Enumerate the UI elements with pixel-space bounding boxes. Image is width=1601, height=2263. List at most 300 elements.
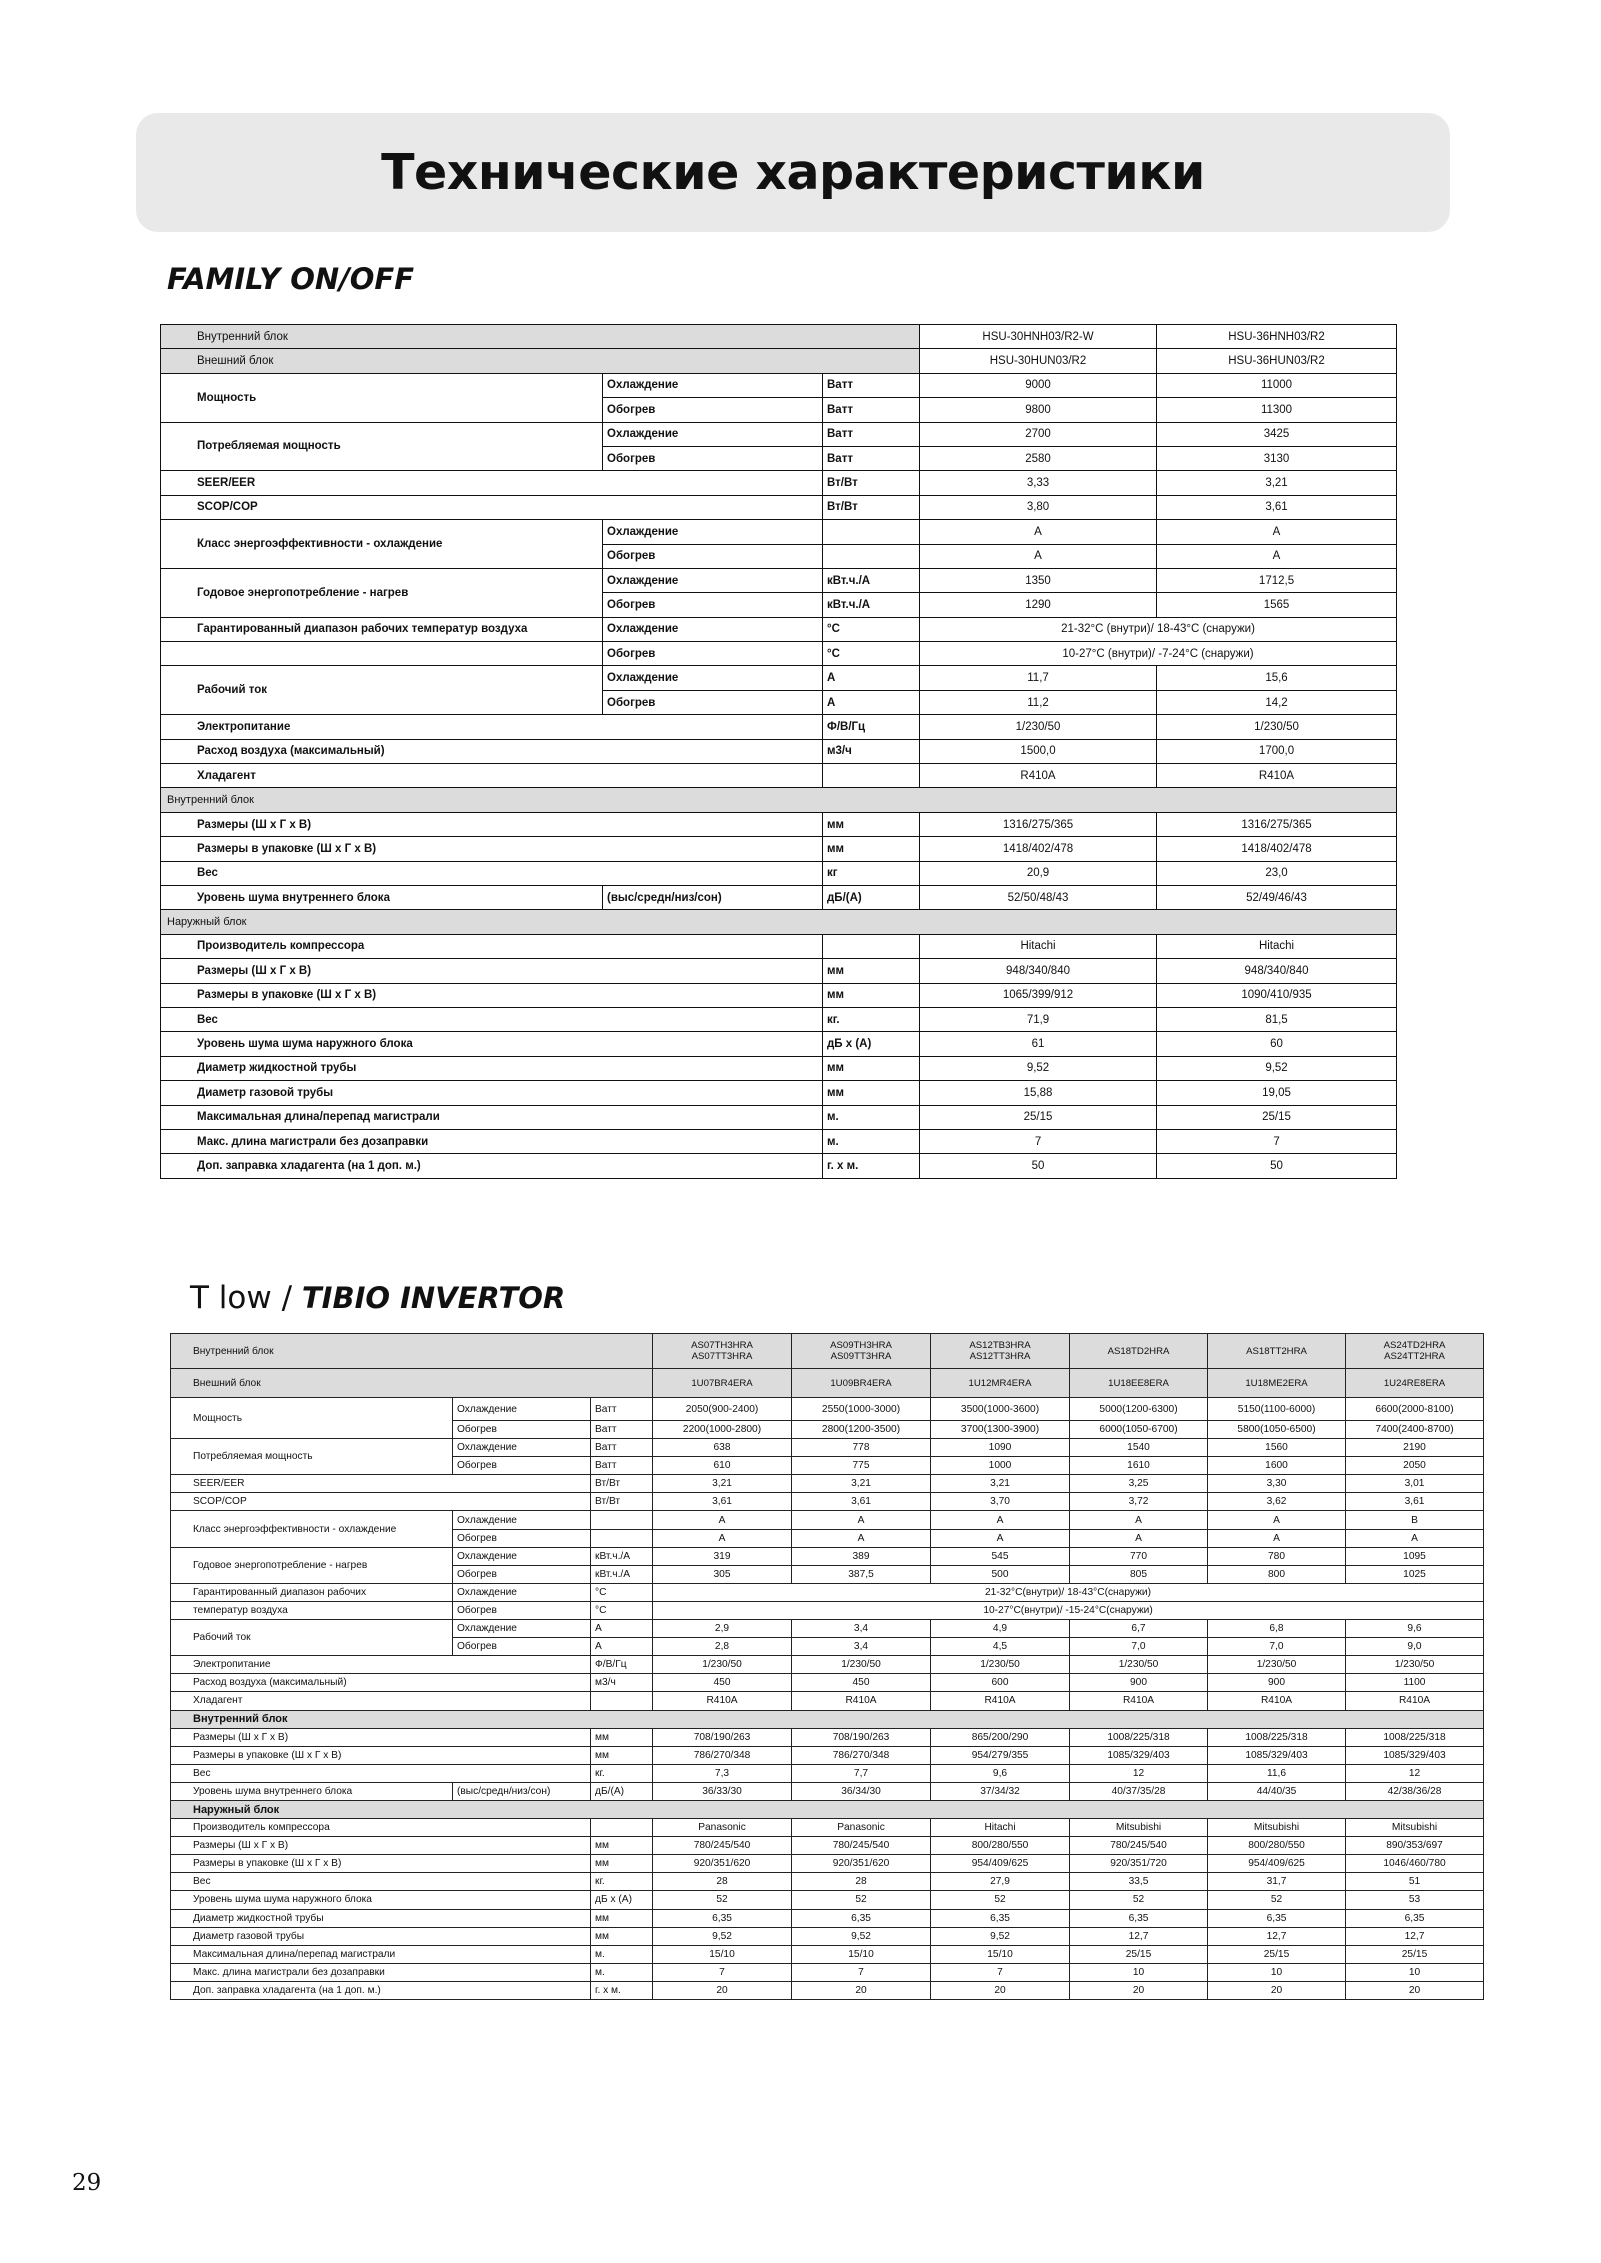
table-cell: 2700 xyxy=(920,422,1157,446)
table-row xyxy=(171,1475,1484,1493)
table-cell: 9,52 xyxy=(920,1056,1157,1080)
table-cell: Внешний блок xyxy=(171,1369,653,1398)
table-cell: 4,9 xyxy=(931,1620,1070,1638)
table-cell: 25/15 xyxy=(1208,1945,1346,1963)
table-cell: 319 xyxy=(653,1547,792,1565)
table-cell: 1U09BR4ERA xyxy=(792,1369,931,1398)
table-cell: 545 xyxy=(931,1547,1070,1565)
table-cell: Обогрев xyxy=(453,1457,591,1475)
table-cell: Размеры в упаковке (Ш x Г x В) xyxy=(161,983,823,1007)
table-cell: Макс. длина магистрали без дозаправки xyxy=(171,1963,591,1981)
table-cell: HSU-30HUN03/R2 xyxy=(920,349,1157,373)
table-cell: 1085/329/403 xyxy=(1346,1746,1484,1764)
table-cell: дБ x (А) xyxy=(591,1891,653,1909)
table-cell: 3,62 xyxy=(1208,1493,1346,1511)
table-cell: 1350 xyxy=(920,568,1157,592)
table-cell xyxy=(823,544,920,568)
table-cell: 11,7 xyxy=(920,666,1157,690)
table-cell: Размеры в упаковке (Ш x Г x В) xyxy=(171,1855,591,1873)
table-cell: 450 xyxy=(653,1674,792,1692)
table-cell: 920/351/620 xyxy=(653,1855,792,1873)
table-cell xyxy=(591,1511,653,1529)
table-cell: Ватт xyxy=(823,422,920,446)
table-cell: Hitachi xyxy=(920,934,1157,958)
table-cell: Охлаждение xyxy=(453,1583,591,1601)
table-cell: м. xyxy=(591,1963,653,1981)
table-cell: 9,52 xyxy=(792,1927,931,1945)
table-cell: 708/190/263 xyxy=(653,1728,792,1746)
page-title: Технические характеристики xyxy=(381,144,1205,201)
table-cell: Вес xyxy=(161,1007,823,1031)
table-cell: 3,61 xyxy=(1346,1493,1484,1511)
table-cell: Мощность xyxy=(161,373,603,422)
table-cell: Обогрев xyxy=(603,690,823,714)
table-cell: 9,0 xyxy=(1346,1638,1484,1656)
table-cell: 1600 xyxy=(1208,1457,1346,1475)
table-cell: Обогрев xyxy=(603,544,823,568)
table-cell: Производитель компрессора xyxy=(171,1819,591,1837)
table-cell: A xyxy=(653,1511,792,1529)
table-cell: кг. xyxy=(591,1873,653,1891)
table-cell: 1U07BR4ERA xyxy=(653,1369,792,1398)
table-cell: A xyxy=(920,544,1157,568)
table-row xyxy=(161,739,1397,763)
table-cell: 27,9 xyxy=(931,1873,1070,1891)
table-row xyxy=(161,471,1397,495)
table-cell xyxy=(823,934,920,958)
table-cell: Вт/Вт xyxy=(591,1493,653,1511)
table-cell: A xyxy=(1070,1529,1208,1547)
table-cell: 1008/225/318 xyxy=(1208,1728,1346,1746)
table-cell: 20 xyxy=(792,1981,931,1999)
table-row xyxy=(161,910,1397,934)
table-cell: кг. xyxy=(591,1764,653,1782)
table-cell: Уровень шума внутреннего блока xyxy=(171,1782,453,1800)
table-cell: A xyxy=(931,1511,1070,1529)
table-cell: 1U18ME2ERA xyxy=(1208,1369,1346,1398)
table-cell: Ватт xyxy=(823,373,920,397)
table-cell: Расход воздуха (максимальный) xyxy=(161,739,823,763)
table-cell: 6,35 xyxy=(792,1909,931,1927)
table-cell: м. xyxy=(591,1945,653,1963)
table-cell: Обогрев xyxy=(453,1601,591,1619)
table-row xyxy=(161,1056,1397,1080)
table-cell: Обогрев xyxy=(603,446,823,470)
table-cell: 25/15 xyxy=(1346,1945,1484,1963)
table-cell: А xyxy=(823,690,920,714)
table-cell xyxy=(823,520,920,544)
table-cell: Охлаждение xyxy=(603,373,823,397)
table-cell: 7 xyxy=(653,1963,792,1981)
table-row xyxy=(171,1927,1484,1945)
table-row xyxy=(161,1007,1397,1031)
title-banner xyxy=(136,113,1450,232)
table-cell: температур воздуха xyxy=(171,1601,453,1619)
table-cell: 800/280/550 xyxy=(931,1837,1070,1855)
table-cell: 610 xyxy=(653,1457,792,1475)
table-cell: мм xyxy=(823,1056,920,1080)
table-cell: A xyxy=(920,520,1157,544)
table-cell: мм xyxy=(591,1855,653,1873)
table-cell: 20 xyxy=(1208,1981,1346,1999)
table-cell: 920/351/720 xyxy=(1070,1855,1208,1873)
table-cell: Hitachi xyxy=(1157,934,1397,958)
table-cell: Обогрев xyxy=(603,593,823,617)
table-cell: 53 xyxy=(1346,1891,1484,1909)
table-cell: 1008/225/318 xyxy=(1346,1728,1484,1746)
table-cell: 1U12MR4ERA xyxy=(931,1369,1070,1398)
table-cell: 3,21 xyxy=(792,1475,931,1493)
table-row xyxy=(171,1891,1484,1909)
table-cell: Потребляемая мощность xyxy=(161,422,603,471)
table-cell: Наружный блок xyxy=(171,1800,1484,1818)
table-cell: 14,2 xyxy=(1157,690,1397,714)
table-cell: Охлаждение xyxy=(603,617,823,641)
table-cell: Hitachi xyxy=(931,1819,1070,1837)
table-cell: 6,35 xyxy=(1208,1909,1346,1927)
table-cell: 3,25 xyxy=(1070,1475,1208,1493)
table-cell: 6,7 xyxy=(1070,1620,1208,1638)
table-cell: B xyxy=(1346,1511,1484,1529)
table-cell: м. xyxy=(823,1129,920,1153)
table-row xyxy=(161,788,1397,812)
table-cell: Максимальная длина/перепад магистрали xyxy=(161,1105,823,1129)
table-cell: Максимальная длина/перепад магистрали xyxy=(171,1945,591,1963)
table-cell: 20,9 xyxy=(920,861,1157,885)
table-cell: 50 xyxy=(1157,1154,1397,1178)
table-cell: 2800(1200-3500) xyxy=(792,1421,931,1439)
table-cell: 708/190/263 xyxy=(792,1728,931,1746)
table-cell: мм xyxy=(591,1728,653,1746)
table-cell: 800 xyxy=(1208,1565,1346,1583)
table-cell: 1/230/50 xyxy=(931,1656,1070,1674)
table-cell: 52/49/46/43 xyxy=(1157,885,1397,909)
table-cell: 7 xyxy=(931,1963,1070,1981)
table-cell: A xyxy=(1208,1511,1346,1529)
table-cell: Вт/Вт xyxy=(823,495,920,519)
table-cell: кг. xyxy=(823,1007,920,1031)
table-row xyxy=(161,495,1397,519)
table-cell: Внутренний блок xyxy=(161,788,1397,812)
table-cell: Обогрев xyxy=(453,1421,591,1439)
table-cell: 50 xyxy=(920,1154,1157,1178)
table-cell: Обогрев xyxy=(603,398,823,422)
table-cell: 890/353/697 xyxy=(1346,1837,1484,1855)
table-cell: Размеры в упаковке (Ш x Г x В) xyxy=(161,837,823,861)
table-cell: R410A xyxy=(1208,1692,1346,1710)
table-cell: Гарантированный диапазон рабочих xyxy=(171,1583,453,1601)
table-cell: Охлаждение xyxy=(603,422,823,446)
table-cell: Внутренний блок xyxy=(171,1710,1484,1728)
table-row xyxy=(171,1728,1484,1746)
table-cell: 61 xyxy=(920,1032,1157,1056)
table-cell: 3,01 xyxy=(1346,1475,1484,1493)
table-cell: 7,0 xyxy=(1070,1638,1208,1656)
table-row xyxy=(171,1800,1484,1818)
table-cell: 12,7 xyxy=(1070,1927,1208,1945)
table-cell: 1090/410/935 xyxy=(1157,983,1397,1007)
table-cell: 948/340/840 xyxy=(920,959,1157,983)
table-row xyxy=(161,325,1397,349)
table-row xyxy=(161,373,1397,397)
table-cell: 1000 xyxy=(931,1457,1070,1475)
table-cell: Вес xyxy=(171,1764,591,1782)
table-cell: 500 xyxy=(931,1565,1070,1583)
table-cell: R410A xyxy=(931,1692,1070,1710)
table-cell: Рабочий ток xyxy=(171,1620,453,1656)
table-row xyxy=(171,1583,1484,1601)
table-row xyxy=(161,715,1397,739)
table-cell: 6,8 xyxy=(1208,1620,1346,1638)
table-cell: 305 xyxy=(653,1565,792,1583)
table-cell: 7400(2400-8700) xyxy=(1346,1421,1484,1439)
table-cell: Расход воздуха (максимальный) xyxy=(171,1674,591,1692)
table-row xyxy=(161,983,1397,1007)
table-cell: 52 xyxy=(1208,1891,1346,1909)
table-cell: 10-27°С(внутри)/ -15-24°С(снаружи) xyxy=(653,1601,1484,1619)
table-cell xyxy=(591,1529,653,1547)
table-cell: 28 xyxy=(653,1873,792,1891)
table-cell: 1418/402/478 xyxy=(920,837,1157,861)
table-cell: AS07TH3HRA AS07TT3HRA xyxy=(653,1334,792,1369)
table-cell: 450 xyxy=(792,1674,931,1692)
table-cell: 1095 xyxy=(1346,1547,1484,1565)
table-cell: 1500,0 xyxy=(920,739,1157,763)
table-row xyxy=(161,934,1397,958)
table-cell: 7,0 xyxy=(1208,1638,1346,1656)
table-cell: 1712,5 xyxy=(1157,568,1397,592)
table-cell: Производитель компрессора xyxy=(161,934,823,958)
table-row xyxy=(161,1129,1397,1153)
table-cell: 2,9 xyxy=(653,1620,792,1638)
table-cell: 387,5 xyxy=(792,1565,931,1583)
table-cell xyxy=(823,764,920,788)
table-cell: 1/230/50 xyxy=(792,1656,931,1674)
table-cell: 11000 xyxy=(1157,373,1397,397)
table-cell: 9,52 xyxy=(653,1927,792,1945)
table-cell: 900 xyxy=(1070,1674,1208,1692)
table-cell: 12 xyxy=(1346,1764,1484,1782)
table-cell: Охлаждение xyxy=(453,1620,591,1638)
table-row xyxy=(161,349,1397,373)
table-cell: 25/15 xyxy=(1157,1105,1397,1129)
table-cell: 1/230/50 xyxy=(1070,1656,1208,1674)
table-cell: Класс энергоэффективности - охлаждение xyxy=(161,520,603,569)
table-cell: 2050 xyxy=(1346,1457,1484,1475)
table-cell: 40/37/35/28 xyxy=(1070,1782,1208,1800)
table-cell: Ватт xyxy=(591,1398,653,1421)
table-cell: 37/34/32 xyxy=(931,1782,1070,1800)
table-cell: Размеры (Ш x Г x В) xyxy=(161,812,823,836)
table-cell: 920/351/620 xyxy=(792,1855,931,1873)
table-cell: 954/409/625 xyxy=(931,1855,1070,1873)
table-cell: 1/230/50 xyxy=(1157,715,1397,739)
table-cell: 7,3 xyxy=(653,1764,792,1782)
table-cell: 21-32°С (внутри)/ 18-43°С (снаружи) xyxy=(920,617,1397,641)
table-cell: 11,2 xyxy=(920,690,1157,714)
table-cell: 3,61 xyxy=(792,1493,931,1511)
table-cell: 3500(1000-3600) xyxy=(931,1398,1070,1421)
table-cell: дБ/(А) xyxy=(591,1782,653,1800)
table-cell: 900 xyxy=(1208,1674,1346,1692)
table-cell: 1090 xyxy=(931,1439,1070,1457)
table-cell: (выс/средн/низ/сон) xyxy=(603,885,823,909)
table-cell: 954/409/625 xyxy=(1208,1855,1346,1873)
table-cell: 600 xyxy=(931,1674,1070,1692)
table-row xyxy=(171,1493,1484,1511)
table-cell: Мощность xyxy=(171,1398,453,1439)
table-cell: 1316/275/365 xyxy=(1157,812,1397,836)
table-cell: 3130 xyxy=(1157,446,1397,470)
table-cell: 638 xyxy=(653,1439,792,1457)
tibio-heading-main: TIBIO INVERTOR xyxy=(301,1281,566,1315)
table-cell: Panasonic xyxy=(653,1819,792,1837)
table-cell: м3/ч xyxy=(591,1674,653,1692)
table-cell: SEER/EER xyxy=(161,471,823,495)
table-cell: R410A xyxy=(792,1692,931,1710)
table-cell: 6000(1050-6700) xyxy=(1070,1421,1208,1439)
table-cell: Panasonic xyxy=(792,1819,931,1837)
table-cell: 20 xyxy=(1070,1981,1208,1999)
table-cell: 1/230/50 xyxy=(653,1656,792,1674)
table-cell: Внешний блок xyxy=(161,349,920,373)
table-cell: 1418/402/478 xyxy=(1157,837,1397,861)
table-cell: 11,6 xyxy=(1208,1764,1346,1782)
table-cell: °С xyxy=(823,617,920,641)
table-cell xyxy=(591,1819,653,1837)
table-cell: Размеры (Ш x Г x В) xyxy=(171,1837,591,1855)
table-row xyxy=(171,1601,1484,1619)
table-cell: 1065/399/912 xyxy=(920,983,1157,1007)
table-cell: A xyxy=(1157,544,1397,568)
table-cell: Ватт xyxy=(591,1421,653,1439)
table-cell: 3,80 xyxy=(920,495,1157,519)
table-cell: 2580 xyxy=(920,446,1157,470)
table-cell: Хладагент xyxy=(161,764,823,788)
table-cell: Класс энергоэффективности - охлаждение xyxy=(171,1511,453,1547)
table-cell: мм xyxy=(823,983,920,1007)
table-cell: 52 xyxy=(1070,1891,1208,1909)
table-cell: 9000 xyxy=(920,373,1157,397)
table-cell: 780/245/540 xyxy=(792,1837,931,1855)
table-cell: кВт.ч./А xyxy=(591,1565,653,1583)
table-cell: A xyxy=(792,1529,931,1547)
table-cell: м. xyxy=(823,1105,920,1129)
table-cell: Макс. длина магистрали без дозаправки xyxy=(161,1129,823,1153)
table-cell: Рабочий ток xyxy=(161,666,603,715)
table-cell: Mitsubishi xyxy=(1070,1819,1208,1837)
table-cell: 3,72 xyxy=(1070,1493,1208,1511)
table-cell: 1085/329/403 xyxy=(1070,1746,1208,1764)
table-cell: 7 xyxy=(1157,1129,1397,1153)
table-cell: Электропитание xyxy=(161,715,823,739)
table-row xyxy=(161,885,1397,909)
table-cell: Ватт xyxy=(823,446,920,470)
table-cell: 3425 xyxy=(1157,422,1397,446)
table-cell: 1046/460/780 xyxy=(1346,1855,1484,1873)
table-cell: А xyxy=(823,666,920,690)
table-cell: 20 xyxy=(931,1981,1070,1999)
table-cell: 52 xyxy=(931,1891,1070,1909)
table-cell: 10 xyxy=(1208,1963,1346,1981)
table-row xyxy=(161,1032,1397,1056)
table-cell: HSU-36HNH03/R2 xyxy=(1157,325,1397,349)
table-cell: 3,30 xyxy=(1208,1475,1346,1493)
table-cell: 10 xyxy=(1070,1963,1208,1981)
table-cell: А xyxy=(591,1638,653,1656)
table-row xyxy=(161,861,1397,885)
family-heading: FAMILY ON/OFF xyxy=(167,262,415,296)
table-row xyxy=(171,1692,1484,1710)
table-cell: 1U24RE8ERA xyxy=(1346,1369,1484,1398)
table-cell: Хладагент xyxy=(171,1692,591,1710)
table-cell: 780 xyxy=(1208,1547,1346,1565)
table-cell: 3,61 xyxy=(1157,495,1397,519)
table-cell: °С xyxy=(591,1601,653,1619)
table-cell: кВт.ч./А xyxy=(823,568,920,592)
table-cell: 3700(1300-3900) xyxy=(931,1421,1070,1439)
table-cell: мм xyxy=(591,1837,653,1855)
table-row xyxy=(171,1963,1484,1981)
table-cell: A xyxy=(653,1529,792,1547)
table-cell: мм xyxy=(823,837,920,861)
table-cell: дБ/(А) xyxy=(823,885,920,909)
table-cell: 1610 xyxy=(1070,1457,1208,1475)
table-cell: 3,21 xyxy=(931,1475,1070,1493)
table-cell: 12,7 xyxy=(1346,1927,1484,1945)
table-cell: 31,7 xyxy=(1208,1873,1346,1891)
table-cell: 800/280/550 xyxy=(1208,1837,1346,1855)
table-cell: AS24TD2HRA AS24TT2HRA xyxy=(1346,1334,1484,1369)
table-row xyxy=(171,1369,1484,1398)
table-cell: м3/ч xyxy=(823,739,920,763)
table-row xyxy=(161,642,1397,666)
table-row xyxy=(171,1334,1484,1369)
table-cell: Внутренний блок xyxy=(171,1334,653,1369)
table-cell: 52/50/48/43 xyxy=(920,885,1157,909)
table-row xyxy=(161,422,1397,446)
table-row xyxy=(171,1439,1484,1457)
table-cell: Охлаждение xyxy=(603,520,823,544)
table-cell: 954/279/355 xyxy=(931,1746,1070,1764)
table-cell: 36/34/30 xyxy=(792,1782,931,1800)
table-cell: кВт.ч./А xyxy=(591,1547,653,1565)
table-cell: 4,5 xyxy=(931,1638,1070,1656)
table-row xyxy=(161,1105,1397,1129)
table-row xyxy=(171,1855,1484,1873)
table-cell: 1/230/50 xyxy=(1346,1656,1484,1674)
table-cell: 1700,0 xyxy=(1157,739,1397,763)
table-cell: 2,8 xyxy=(653,1638,792,1656)
table-cell: 805 xyxy=(1070,1565,1208,1583)
table-cell: A xyxy=(1208,1529,1346,1547)
table-row xyxy=(171,1981,1484,1999)
table-cell: Размеры в упаковке (Ш x Г x В) xyxy=(171,1746,591,1764)
table-cell: 20 xyxy=(1346,1981,1484,1999)
table-cell: Mitsubishi xyxy=(1346,1819,1484,1837)
table-cell: г. x м. xyxy=(823,1154,920,1178)
table-cell: Обогрев xyxy=(453,1529,591,1547)
table-cell: мм xyxy=(591,1909,653,1927)
table-cell: мм xyxy=(591,1746,653,1764)
table-cell: A xyxy=(792,1511,931,1529)
table-cell: Охлаждение xyxy=(603,666,823,690)
table-cell: Гарантированный диапазон рабочих температур воздуха xyxy=(161,617,603,641)
table-cell: 28 xyxy=(792,1873,931,1891)
table-cell: 1008/225/318 xyxy=(1070,1728,1208,1746)
table-cell: Размеры (Ш x Г x В) xyxy=(161,959,823,983)
table-cell: 786/270/348 xyxy=(653,1746,792,1764)
